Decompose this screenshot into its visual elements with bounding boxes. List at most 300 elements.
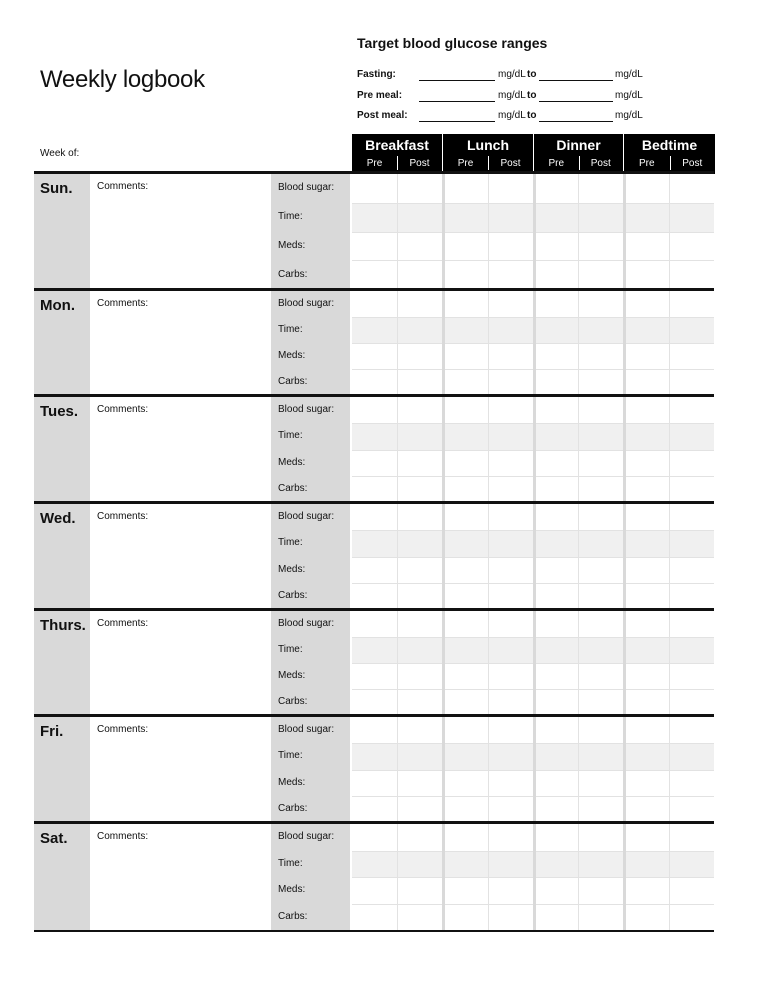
entry-cell[interactable] [352,796,397,822]
entry-cell[interactable] [488,877,534,904]
meal-divider [623,717,626,822]
entry-cell[interactable] [578,397,624,423]
entry-cell[interactable] [352,637,397,663]
entry-cell[interactable] [624,663,669,689]
entry-cell[interactable] [443,291,488,317]
entry-cell[interactable] [488,904,534,931]
entry-cell[interactable] [578,611,624,637]
entry-cell[interactable] [624,904,669,931]
entry-cell[interactable] [352,904,397,931]
entry-cell[interactable] [352,397,397,423]
entry-cell[interactable] [443,637,488,663]
entry-cell[interactable] [352,203,397,232]
to-label: to [527,69,537,80]
entry-cell[interactable] [352,583,397,609]
entry-cell[interactable] [669,397,714,423]
entry-cell[interactable] [443,260,488,289]
entry-cell[interactable] [443,611,488,637]
entry-cell[interactable] [443,824,488,851]
entry-cell[interactable] [578,637,624,663]
entry-cell[interactable] [488,530,534,556]
comments-field[interactable] [90,397,271,502]
entry-cell[interactable] [669,904,714,931]
target-range-post-meal [357,110,657,124]
field-label: Time: [278,750,303,762]
entry-cell[interactable] [352,689,397,715]
meal-divider [623,504,626,609]
entry-cell[interactable] [578,203,624,232]
column-divider [669,717,670,822]
entry-cell[interactable] [488,611,534,637]
entry-cell[interactable] [443,796,488,822]
entry-cell[interactable] [352,369,397,395]
entry-cell[interactable] [534,317,578,343]
day-section [34,824,714,930]
entry-cell[interactable] [488,291,534,317]
comments-field[interactable] [90,824,271,930]
entry-cell[interactable] [534,904,578,931]
entry-cell[interactable] [669,174,714,203]
entry-cell[interactable] [669,476,714,502]
entry-cell[interactable] [669,423,714,449]
entry-cell[interactable] [578,504,624,530]
entry-cell[interactable] [397,174,443,203]
entry-cell[interactable] [578,743,624,769]
column-divider [669,291,670,395]
field-label: Carbs: [278,376,308,387]
day-name: Fri. [40,723,64,740]
entry-cell[interactable] [397,476,443,502]
entry-cell[interactable] [534,796,578,822]
entry-cell[interactable] [488,343,534,369]
entry-cell[interactable] [624,796,669,822]
entry-cell[interactable] [352,476,397,502]
entry-cell[interactable] [534,504,578,530]
entry-cell[interactable] [397,203,443,232]
field-label: Meds: [278,670,306,681]
comments-label: Comments: [97,404,149,415]
day-section [34,611,714,715]
entry-cell[interactable] [352,423,397,449]
entry-cell[interactable] [669,583,714,609]
column-divider [578,824,579,930]
entry-cell[interactable] [624,317,669,343]
entry-cell[interactable] [443,397,488,423]
entry-cell[interactable] [488,663,534,689]
entry-cell[interactable] [578,476,624,502]
pre-meal-min-field[interactable] [419,101,495,102]
entry-cell[interactable] [352,824,397,851]
entry-cell[interactable] [352,663,397,689]
entry-cell[interactable] [534,260,578,289]
entry-cell[interactable] [578,369,624,395]
entry-cell[interactable] [352,174,397,203]
entry-cell[interactable] [352,611,397,637]
pre-label: Pre [366,158,383,169]
entry-cell[interactable] [397,343,443,369]
entry-cell[interactable] [624,397,669,423]
entry-cell[interactable] [488,717,534,743]
entry-cell[interactable] [669,291,714,317]
entry-cell[interactable] [578,450,624,476]
comments-field[interactable] [90,717,271,822]
entry-cell[interactable] [488,743,534,769]
comments-field[interactable] [90,291,271,395]
column-divider [397,291,398,395]
entry-cell[interactable] [624,530,669,556]
entry-cell[interactable] [534,689,578,715]
pre-meal-max-field[interactable] [539,101,613,102]
entry-cell[interactable] [443,317,488,343]
day-name: Tues. [40,403,79,420]
entry-cell[interactable] [669,637,714,663]
field-label: Blood sugar: [278,618,335,629]
pre-label: Pre [548,158,565,169]
entry-cell[interactable] [397,423,443,449]
entry-cell[interactable] [669,743,714,769]
entry-cell[interactable] [578,423,624,449]
entry-cell[interactable] [488,476,534,502]
entry-cell[interactable] [488,689,534,715]
entry-cell[interactable] [578,689,624,715]
entry-cell[interactable] [488,583,534,609]
entry-cell[interactable] [488,450,534,476]
unit-label: mg/dL [498,69,526,80]
entry-cell[interactable] [397,824,443,851]
entry-cell[interactable] [443,770,488,796]
target-range-label: Post meal: [357,110,408,121]
entry-cell[interactable] [443,369,488,395]
meal-divider [623,174,626,289]
entry-cell[interactable] [669,824,714,851]
entry-cell[interactable] [488,203,534,232]
entry-cell[interactable] [669,232,714,261]
meal-name: Breakfast [365,137,429,153]
entry-cell[interactable] [397,317,443,343]
entry-cell[interactable] [352,291,397,317]
entry-cell[interactable] [669,663,714,689]
entry-cell[interactable] [488,369,534,395]
field-label: Blood sugar: [278,298,335,309]
entry-cell[interactable] [578,530,624,556]
entry-cell[interactable] [443,530,488,556]
entry-cell[interactable] [397,743,443,769]
field-label: Carbs: [278,482,308,494]
entry-cell[interactable] [669,260,714,289]
comments-field[interactable] [90,174,271,289]
entry-cell[interactable] [397,877,443,904]
entry-cell[interactable] [397,717,443,743]
entry-cell[interactable] [352,717,397,743]
entry-cell[interactable] [397,260,443,289]
entry-cell[interactable] [488,557,534,583]
entry-cell[interactable] [624,476,669,502]
meal-name: Bedtime [641,137,698,153]
column-divider [578,717,579,822]
entry-cell[interactable] [578,717,624,743]
day-name: Sun. [40,180,73,197]
entry-cell[interactable] [578,174,624,203]
entry-cell[interactable] [578,260,624,289]
column-divider [488,174,489,289]
entry-cell[interactable] [397,504,443,530]
entry-cell[interactable] [624,174,669,203]
field-label: Time: [278,537,303,549]
entry-cell[interactable] [624,743,669,769]
entry-cell[interactable] [669,203,714,232]
entry-cell[interactable] [443,232,488,261]
entry-cell[interactable] [443,450,488,476]
entry-cell[interactable] [443,583,488,609]
entry-cell[interactable] [578,796,624,822]
entry-cell[interactable] [397,770,443,796]
column-divider [669,397,670,502]
meal-divider [533,611,536,715]
entry-cell[interactable] [397,450,443,476]
entry-cell[interactable] [669,611,714,637]
entry-cell[interactable] [669,717,714,743]
entry-cell[interactable] [488,317,534,343]
meal-divider [442,504,445,609]
entry-cell[interactable] [578,877,624,904]
entry-cell[interactable] [534,476,578,502]
meal-divider [533,397,536,502]
entry-cell[interactable] [352,557,397,583]
entry-cell[interactable] [534,232,578,261]
entry-cell[interactable] [578,232,624,261]
entry-cell[interactable] [488,260,534,289]
week-of-label: Week of: [40,148,80,159]
entry-cell[interactable] [669,530,714,556]
entry-cell[interactable] [488,851,534,878]
entry-cell[interactable] [624,851,669,878]
entry-cell[interactable] [669,369,714,395]
entry-cell[interactable] [397,904,443,931]
entry-cell[interactable] [352,343,397,369]
unit-label: mg/dL [498,90,526,101]
entry-cell[interactable] [488,232,534,261]
entry-cell[interactable] [443,689,488,715]
entry-cell[interactable] [578,770,624,796]
entry-cell[interactable] [488,824,534,851]
comments-field[interactable] [90,504,271,609]
meal-divider [442,824,445,930]
field-label: Time: [278,211,303,223]
entry-cell[interactable] [352,530,397,556]
post-label: Post [682,158,703,169]
entry-cell[interactable] [624,291,669,317]
day-section [34,397,714,502]
field-label: Blood sugar: [278,831,335,843]
entry-cell[interactable] [488,796,534,822]
entry-cell[interactable] [578,343,624,369]
column-divider [397,611,398,715]
post-meal-min-field[interactable] [419,121,495,122]
entry-cell[interactable] [669,450,714,476]
entry-cell[interactable] [578,663,624,689]
entry-cell[interactable] [534,583,578,609]
entry-cell[interactable] [624,824,669,851]
post-label: Post [590,158,611,169]
entry-cell[interactable] [534,824,578,851]
entry-cell[interactable] [443,904,488,931]
entry-cell[interactable] [624,504,669,530]
entry-cell[interactable] [534,369,578,395]
entry-cell[interactable] [624,717,669,743]
entry-cell[interactable] [624,637,669,663]
entry-cell[interactable] [624,369,669,395]
entry-cell[interactable] [624,203,669,232]
unit-label: mg/dL [615,110,643,121]
entry-cell[interactable] [578,291,624,317]
entry-cell[interactable] [488,504,534,530]
entry-cell[interactable] [443,174,488,203]
entry-cell[interactable] [534,343,578,369]
entry-cell[interactable] [534,530,578,556]
day-name: Wed. [40,510,76,527]
entry-cell[interactable] [624,611,669,637]
entry-cell[interactable] [488,423,534,449]
entry-cell[interactable] [352,317,397,343]
meal-divider [533,717,536,822]
entry-cell[interactable] [443,504,488,530]
entry-cell[interactable] [443,343,488,369]
field-label: Meds: [278,884,306,896]
meal-header-breakfast [352,134,442,174]
fasting-min-field[interactable] [419,80,495,81]
entry-cell[interactable] [534,717,578,743]
entry-cell[interactable] [352,260,397,289]
meal-header-lunch [443,134,533,174]
entry-cell[interactable] [397,611,443,637]
day-section [34,174,714,289]
entry-cell[interactable] [669,770,714,796]
entry-cell[interactable] [488,174,534,203]
entry-cell[interactable] [624,343,669,369]
entry-cell[interactable] [443,423,488,449]
comments-label: Comments: [97,831,149,842]
entry-cell[interactable] [578,851,624,878]
fasting-max-field[interactable] [539,80,613,81]
entry-cell[interactable] [624,557,669,583]
post-meal-max-field[interactable] [539,121,613,122]
meal-divider [442,174,445,289]
entry-cell[interactable] [534,291,578,317]
entry-cell[interactable] [397,796,443,822]
column-divider [578,397,579,502]
entry-cell[interactable] [352,877,397,904]
entry-cell[interactable] [443,743,488,769]
entry-cell[interactable] [578,824,624,851]
entry-cell[interactable] [352,450,397,476]
entry-cell[interactable] [669,796,714,822]
entry-cell[interactable] [443,717,488,743]
entry-cell[interactable] [578,583,624,609]
entry-cell[interactable] [534,203,578,232]
entry-cell[interactable] [397,583,443,609]
entry-cell[interactable] [534,877,578,904]
meal-divider [442,397,445,502]
meal-divider [533,504,536,609]
entry-cell[interactable] [534,637,578,663]
bottom-rule [34,930,714,932]
entry-cell[interactable] [397,397,443,423]
entry-cell[interactable] [443,851,488,878]
entry-cell[interactable] [397,369,443,395]
entry-cell[interactable] [669,557,714,583]
entry-cell[interactable] [669,851,714,878]
entry-cell[interactable] [397,851,443,878]
field-label: Time: [278,857,303,869]
comments-field[interactable] [90,611,271,715]
entry-cell[interactable] [397,530,443,556]
entry-cell[interactable] [624,423,669,449]
entry-cell[interactable] [397,689,443,715]
entry-cell[interactable] [669,317,714,343]
entry-cell[interactable] [443,557,488,583]
entry-cell[interactable] [443,476,488,502]
entry-cell[interactable] [488,397,534,423]
entry-cell[interactable] [397,663,443,689]
entry-cell[interactable] [624,770,669,796]
column-divider [488,611,489,715]
entry-cell[interactable] [443,663,488,689]
entry-cell[interactable] [534,851,578,878]
entry-cell[interactable] [352,851,397,878]
entry-cell[interactable] [669,343,714,369]
post-label: Post [500,158,521,169]
day-name: Sat. [40,830,68,847]
entry-cell[interactable] [624,260,669,289]
entry-cell[interactable] [488,637,534,663]
entry-cell[interactable] [488,770,534,796]
entry-cell[interactable] [534,423,578,449]
entry-cell[interactable] [397,291,443,317]
entry-cell[interactable] [443,203,488,232]
entry-cell[interactable] [578,904,624,931]
entry-cell[interactable] [624,583,669,609]
entry-cell[interactable] [397,232,443,261]
meal-name: Dinner [556,137,601,153]
entry-cell[interactable] [624,450,669,476]
entry-cell[interactable] [669,504,714,530]
entry-cell[interactable] [397,557,443,583]
entry-cell[interactable] [534,174,578,203]
entry-cell[interactable] [624,689,669,715]
entry-cell[interactable] [534,743,578,769]
entry-cell[interactable] [624,877,669,904]
entry-cell[interactable] [578,317,624,343]
entry-cell[interactable] [534,770,578,796]
entry-cell[interactable] [534,557,578,583]
entry-cell[interactable] [352,232,397,261]
entry-cell[interactable] [352,743,397,769]
entry-cell[interactable] [534,450,578,476]
entry-cell[interactable] [669,877,714,904]
entry-cell[interactable] [397,637,443,663]
entry-cell[interactable] [578,557,624,583]
entry-cell[interactable] [352,770,397,796]
entry-cell[interactable] [534,611,578,637]
entry-cell[interactable] [624,232,669,261]
day-name: Mon. [40,297,75,314]
entry-cell[interactable] [443,877,488,904]
entry-cell[interactable] [669,689,714,715]
entry-cell[interactable] [352,504,397,530]
entry-cell[interactable] [534,397,578,423]
meal-name: Lunch [467,137,509,153]
entry-cell[interactable] [534,663,578,689]
